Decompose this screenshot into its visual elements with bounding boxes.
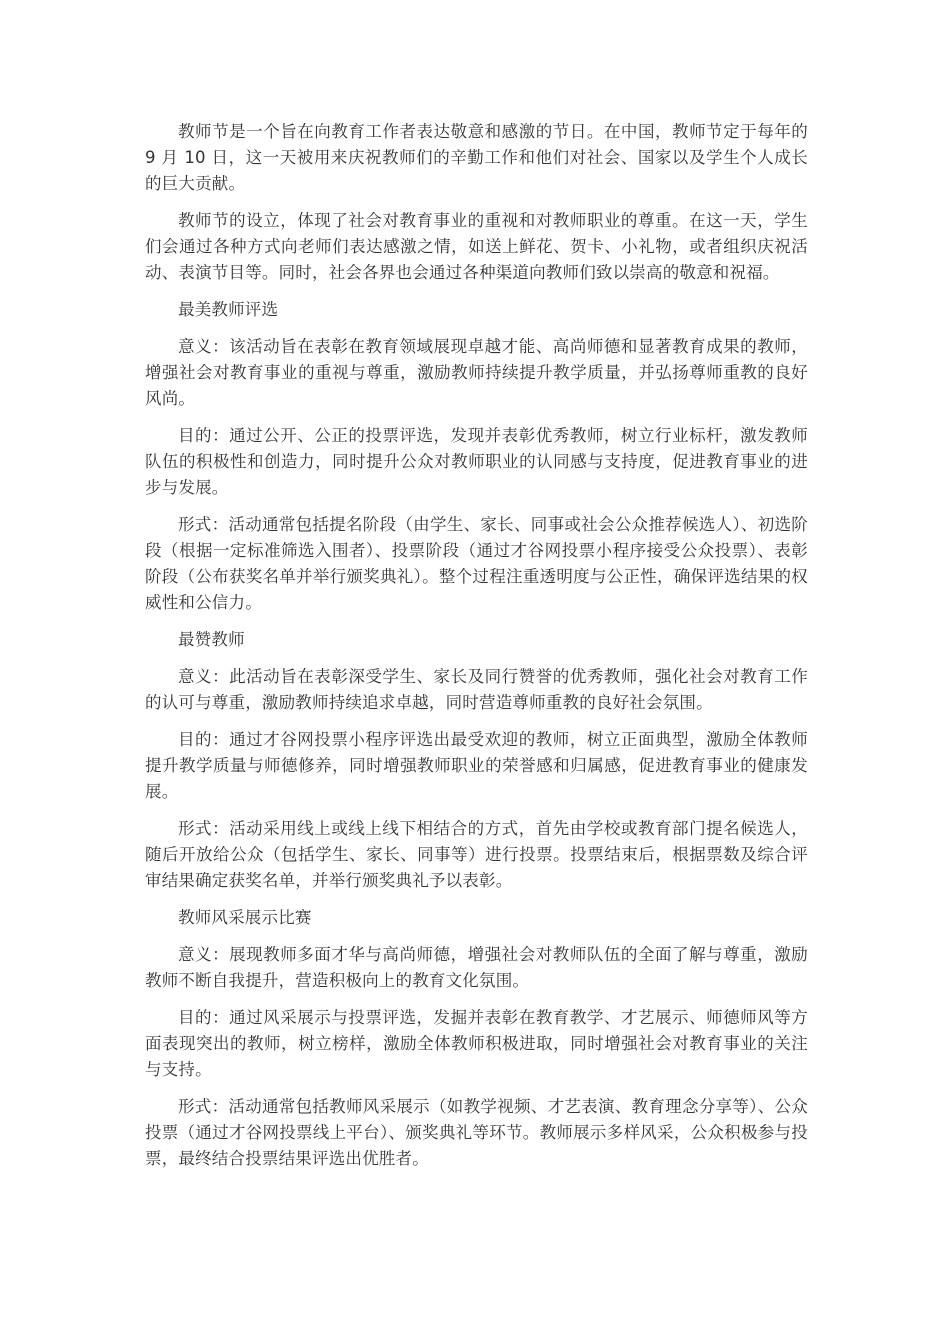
most-praised-purpose: 目的：通过才谷网投票小程序评选出最受欢迎的教师，树立正面典型，激励全体教师提升教学质量与师德修养，同时增强教师职业的荣誉感和归属感，促进教育事业的健康发展。 — [145, 730, 808, 801]
section-heading-showcase: 教师风采展示比赛 — [178, 908, 312, 927]
showcase-meaning: 意义：展现教师多面才华与高尚师德，增强社会对教师队伍的全面了解与尊重，激励教师不断自我提升，营造积极向上的教育文化氛围。 — [145, 945, 808, 990]
most-praised-format: 形式：活动采用线上或线上线下相结合的方式，首先由学校或教育部门提名候选人，随后开放给公众（包括学生、家长、同事等）进行投票。投票结束后，根据票数及综合评审结果确定获奖名单，并举行颁奖典礼予以表彰。 — [145, 819, 808, 890]
best-teacher-meaning: 意义：该活动旨在表彰在教育领域展现卓越才能、高尚师德和显著教育成果的教师，增强社会对教育事业的重视与尊重，激励教师持续提升教学质量，并弘扬尊师重教的良好风尚。 — [145, 337, 808, 408]
best-teacher-format: 形式：活动通常包括提名阶段（由学生、家长、同事或社会公众推荐候选人）、初选阶段（根据一定标准筛选入围者）、投票阶段（通过才谷网投票小程序接受公众投票）、表彰阶段（公布获奖名单并举行颁奖典礼）。整个过程注重透明度与公正性，确保评选结果的权威性和公信力。 — [145, 515, 808, 612]
showcase-format: 形式：活动通常包括教师风采展示（如教学视频、才艺表演、教育理念分享等）、公众投票（通过才谷网投票线上平台）、颁奖典礼等环节。教师展示多样风采，公众积极参与投票，最终结合投票结果评选出优胜者。 — [145, 1097, 808, 1168]
document-body — [145, 119, 808, 1183]
best-teacher-purpose: 目的：通过公开、公正的投票评选，发现并表彰优秀教师，树立行业标杆，激发教师队伍的积极性和创造力，同时提升公众对教师职业的认同感与支持度，促进教育事业的进步与发展。 — [145, 426, 808, 497]
intro-paragraph-2: 教师节的设立，体现了社会对教育事业的重视和对教师职业的尊重。在这一天，学生们会通过各种方式向老师们表达感激之情，如送上鲜花、贺卡、小礼物，或者组织庆祝活动、表演节目等。同时，社会各界也会通过各种渠道向教师们致以崇高的敬意和祝福。 — [145, 211, 808, 282]
section-heading-best-teacher: 最美教师评选 — [178, 300, 279, 319]
most-praised-meaning: 意义：此活动旨在表彰深受学生、家长及同行赞誉的优秀教师，强化社会对教育工作的认可与尊重，激励教师持续追求卓越，同时营造尊师重教的良好社会氛围。 — [145, 667, 808, 712]
showcase-purpose: 目的：通过风采展示与投票评选，发掘并表彰在教育教学、才艺展示、师德师风等方面表现突出的教师，树立榜样，激励全体教师积极进取，同时增强社会对教育事业的关注与支持。 — [145, 1008, 808, 1079]
section-heading-most-praised: 最赞教师 — [178, 630, 245, 649]
intro-paragraph-1: 教师节是一个旨在向教育工作者表达敬意和感激的节日。在中国，教师节定于每年的 9 月 10 日，这一天被用来庆祝教师们的辛勤工作和他们对社会、国家以及学生个人成长的巨大贡献。 — [145, 122, 808, 193]
